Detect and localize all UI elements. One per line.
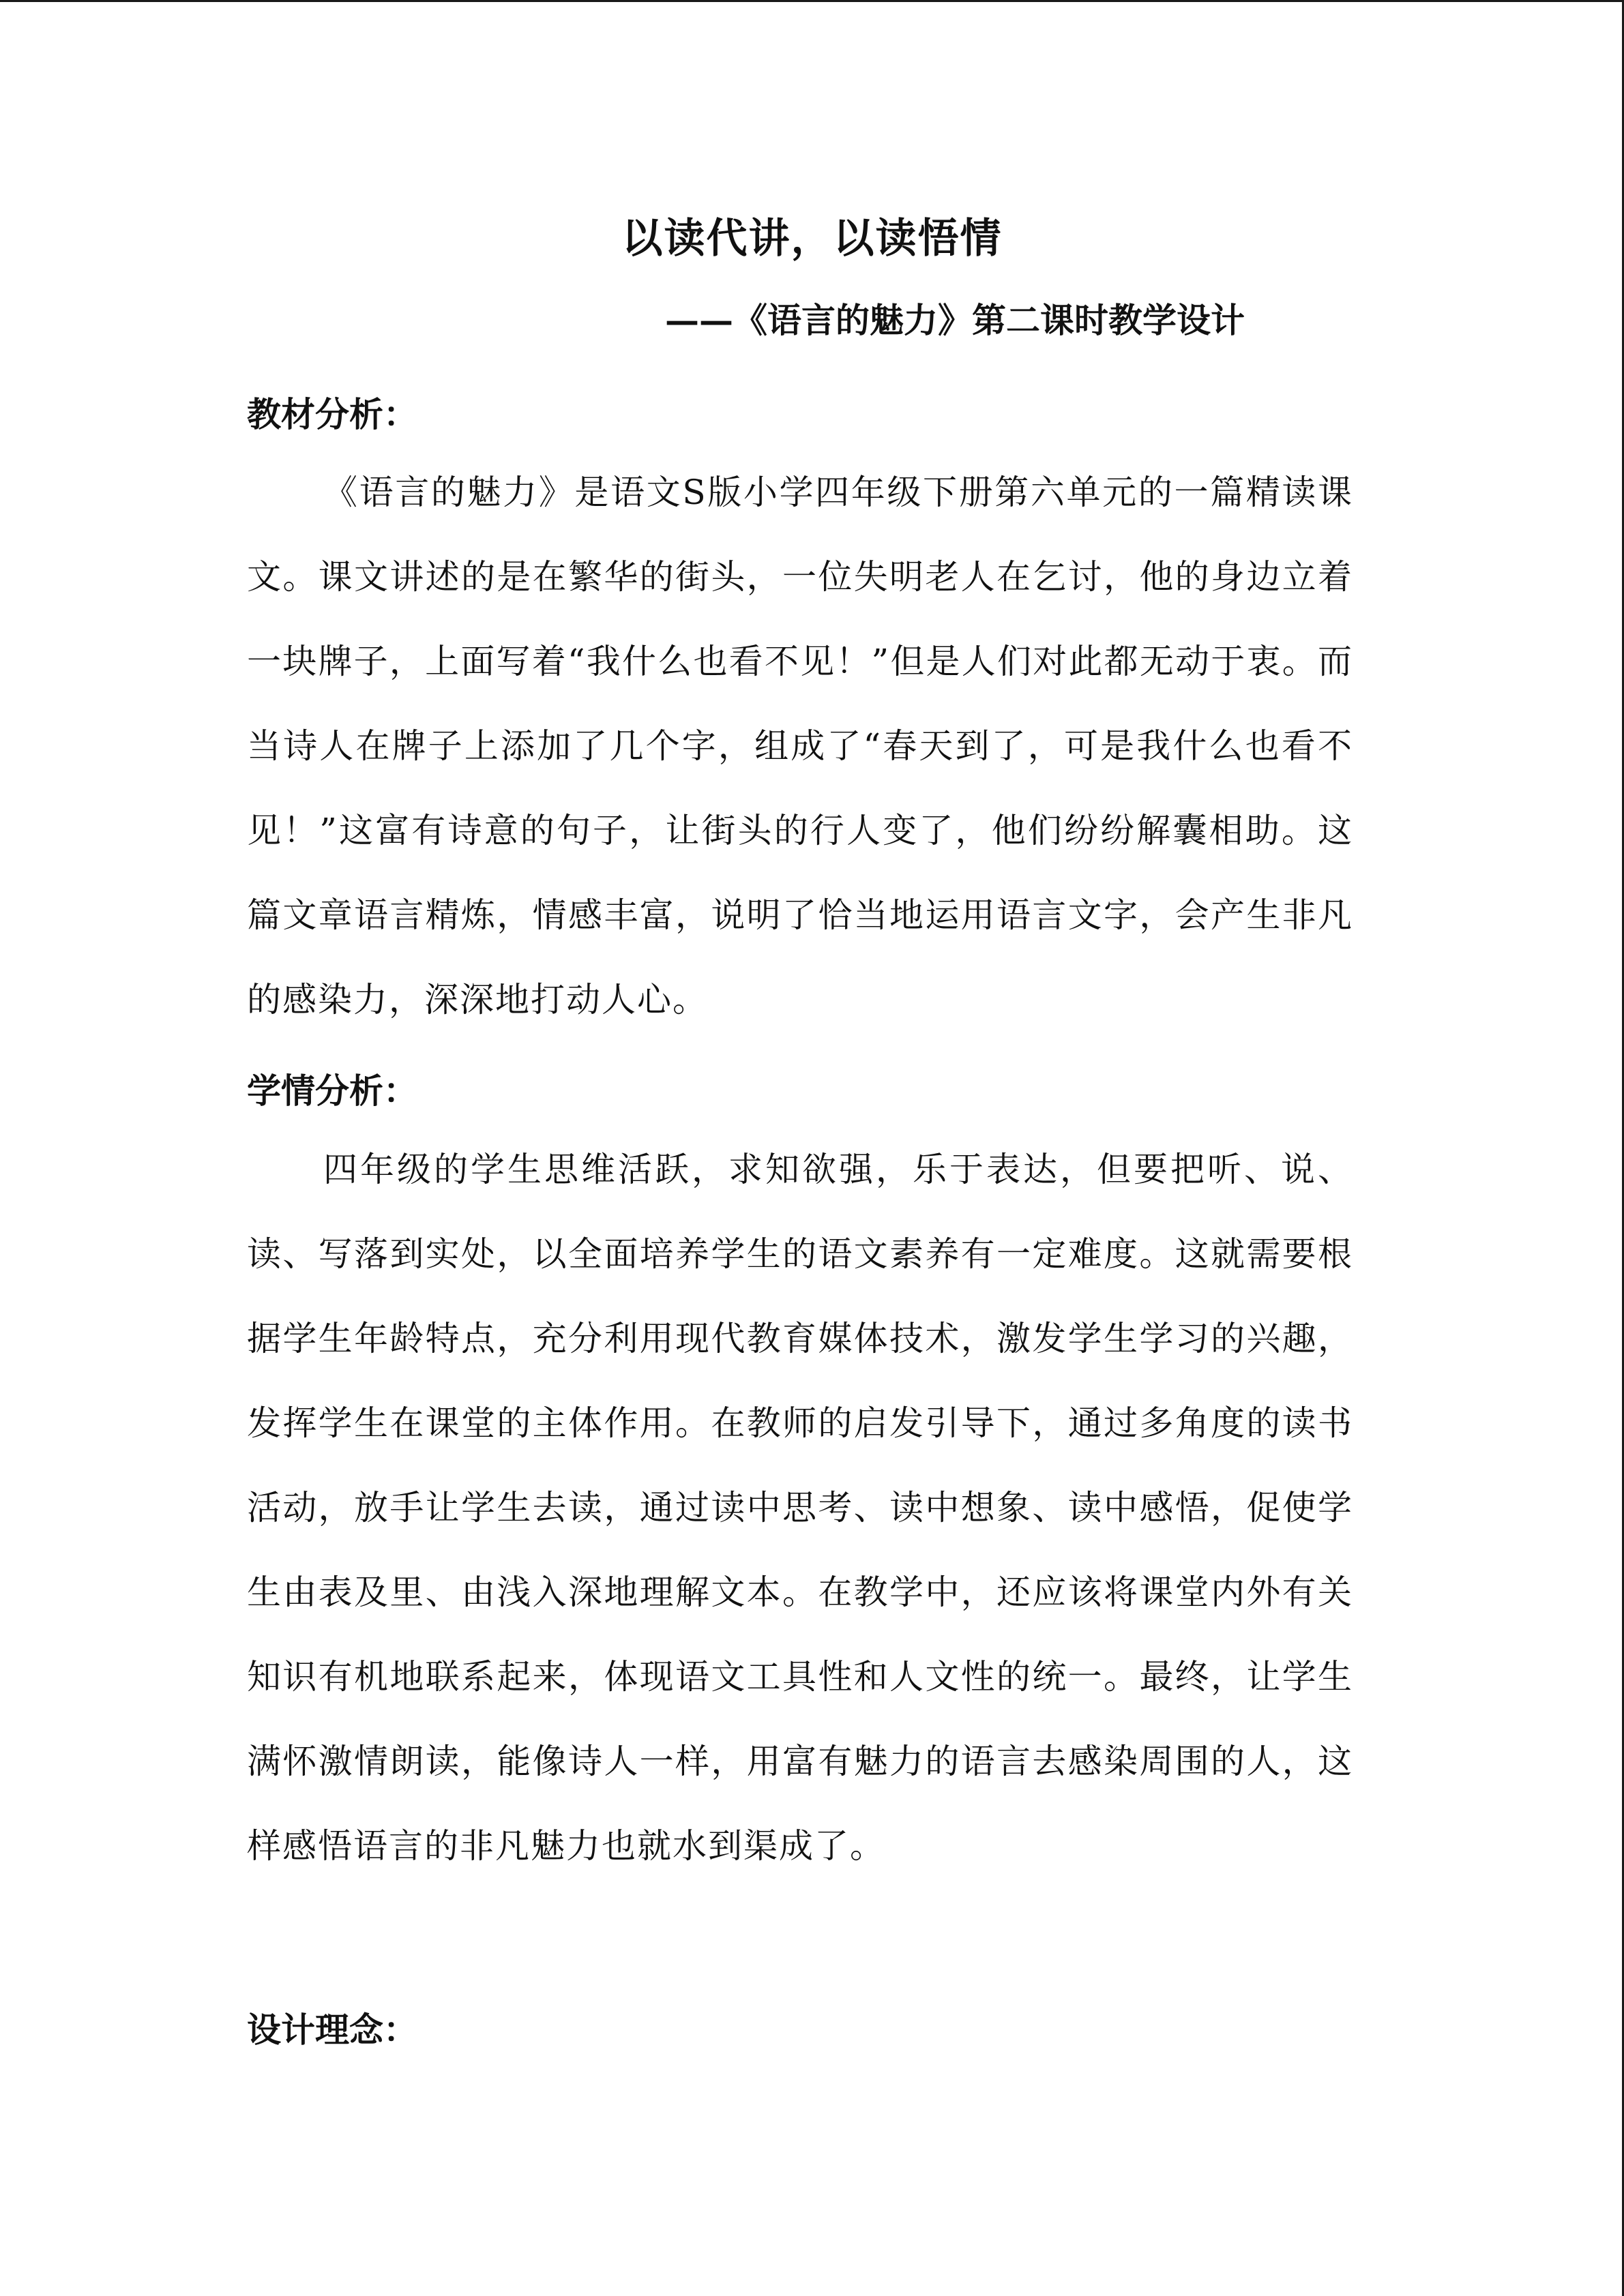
page-border-top — [0, 0, 1624, 2]
section-paragraph-student-analysis: 四年级的学生思维活跃，求知欲强，乐于表达，但要把听、说、读、写落到实处，以全面培养学生的语文素养有一定难度。这就需要根据学生年龄特点，充分利用现代教育媒体技术，激发学生学习的兴趣，发挥学生在课堂的主体作用。在教师的启发引导下，通过多角度的读书活动，放手让学生去读，通过读中思考、读中想象、读中感悟，促使学生由表及里、由浅入深地理解文本。在教学中，还应该将课堂内外有关知识有机地联系起来，体现语文工具性和人文性的统一。最终，让学生满怀激情朗读，能像诗人一样，用富有魅力的语言去感染周围的人，这样感悟语言的非凡魅力也就水到渠成了。 — [247, 1150, 1353, 1866]
section-heading-design-concept: 设计理念： — [247, 2010, 417, 2050]
section-paragraph-textbook-analysis: 《语言的魅力》是语文S版小学四年级下册第六单元的一篇精读课文。课文讲述的是在繁华的街头，一位失明老人在乞讨，他的身边立着一块牌子，上面写着“我什么也看不见！”但是人们对此都无动于衷。而当诗人在牌子上添加了几个字，组成了“春天到了，可是我什么也看不见！”这富有诗意的句子，让街头的行人变了，他们纷纷解囊相助。这篇文章语言精炼，情感丰富，说明了恰当地运用语言文字，会产生非凡的感染力，深深地打动人心。 — [247, 473, 1353, 1019]
section-heading-student-analysis: 学情分析： — [247, 1071, 417, 1111]
section-heading-textbook-analysis: 教材分析： — [247, 394, 417, 434]
document-title: 以读代讲，以读悟情 — [621, 215, 1003, 263]
document-subtitle: ——《语言的魅力》第二课时教学设计 — [665, 300, 1245, 340]
